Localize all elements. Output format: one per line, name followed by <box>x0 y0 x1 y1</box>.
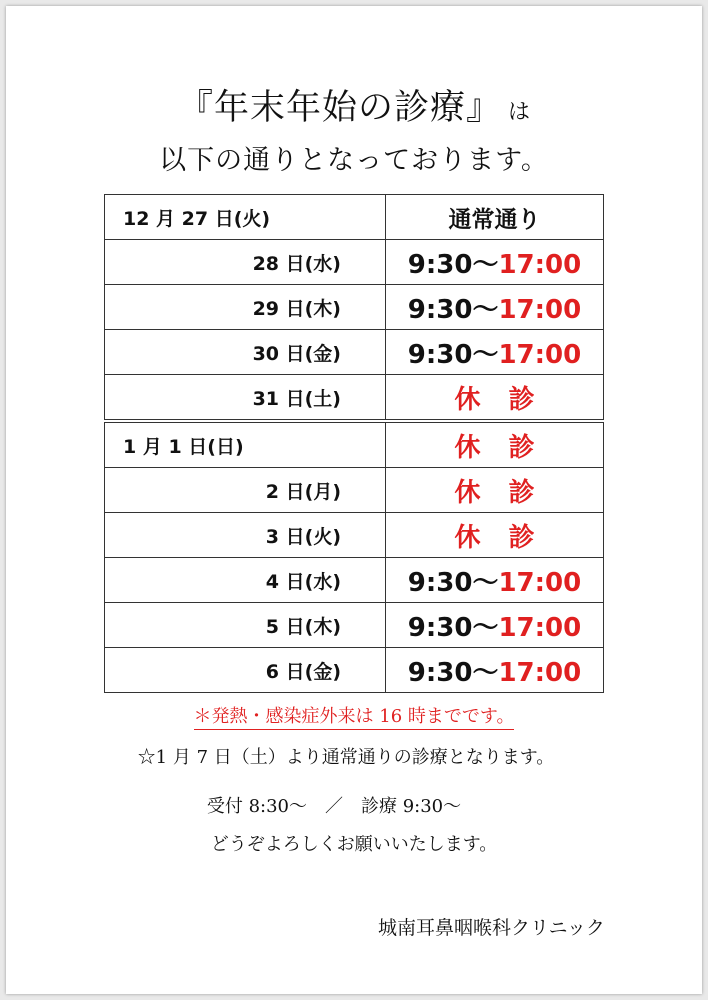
open-time: 9:30〜 <box>407 249 499 280</box>
clinic-name: 城南耳鼻咽喉科クリニック <box>378 917 605 939</box>
table-row <box>105 375 604 422</box>
open-time: 9:30〜 <box>407 294 499 325</box>
schedule-date: 29 日(木) <box>105 285 386 330</box>
closed-label: 休診 <box>454 477 563 508</box>
closed-label: 休診 <box>454 432 563 463</box>
schedule-status <box>386 558 604 603</box>
open-time: 9:30〜 <box>407 567 499 598</box>
table-row <box>105 330 604 375</box>
open-time: 9:30〜 <box>407 612 499 643</box>
closing-greeting: どうぞよろしくお願いいたします。 <box>210 834 498 855</box>
schedule-date: 4 日(水) <box>105 558 386 603</box>
open-time: 9:30〜 <box>407 339 499 370</box>
close-time: 17:00 <box>498 657 582 688</box>
reception-hours: 受付 8:30〜 ／ 診療 9:30〜 <box>206 796 462 817</box>
schedule-status <box>386 285 604 330</box>
open-time: 9:30〜 <box>407 657 499 688</box>
table-row <box>105 421 604 468</box>
schedule-date: 2 日(月) <box>105 468 386 513</box>
close-time: 17:00 <box>498 294 582 325</box>
table-row <box>105 648 604 693</box>
schedule-status <box>386 195 604 240</box>
table-row <box>105 558 604 603</box>
schedule-table <box>104 194 604 693</box>
schedule-status <box>386 513 604 558</box>
schedule-status <box>386 468 604 513</box>
schedule-date: 30 日(金) <box>105 330 386 375</box>
page-subtitle: 以下の通りとなっております。 <box>159 145 549 176</box>
close-time: 17:00 <box>498 249 582 280</box>
title-suffix: は <box>508 100 531 125</box>
closed-label: 休診 <box>454 384 563 415</box>
close-time: 17:00 <box>498 339 582 370</box>
table-row <box>105 513 604 558</box>
table-row <box>105 285 604 330</box>
schedule-status <box>386 240 604 285</box>
schedule-status <box>386 421 604 468</box>
table-row <box>105 195 604 240</box>
resume-notice: ☆1 月 7 日（土）より通常通りの診療となります。 <box>137 747 555 768</box>
schedule-date: 6 日(金) <box>105 648 386 693</box>
schedule-status <box>386 603 604 648</box>
close-time: 17:00 <box>498 567 582 598</box>
closed-label: 休診 <box>454 522 563 553</box>
table-row <box>105 468 604 513</box>
schedule-status <box>386 330 604 375</box>
schedule-date: 3 日(火) <box>105 513 386 558</box>
table-row <box>105 603 604 648</box>
normal-hours-label: 通常通り <box>448 206 541 233</box>
title-main: 『年末年始の診療』 <box>177 88 502 128</box>
close-time: 17:00 <box>498 612 582 643</box>
schedule-date: 28 日(水) <box>105 240 386 285</box>
schedule-date: 31 日(土) <box>105 375 386 422</box>
page-title <box>6 80 702 130</box>
schedule-date: 5 日(木) <box>105 603 386 648</box>
fever-clinic-note <box>6 702 702 728</box>
schedule-date: 1 月 1 日(日) <box>105 421 386 468</box>
schedule-status <box>386 375 604 422</box>
note-text: ＊発熱・感染症外来は 16 時までです。 <box>194 706 515 730</box>
schedule-date: 12 月 27 日(火) <box>105 195 386 240</box>
schedule-status <box>386 648 604 693</box>
table-row <box>105 240 604 285</box>
notice-page <box>6 6 702 994</box>
